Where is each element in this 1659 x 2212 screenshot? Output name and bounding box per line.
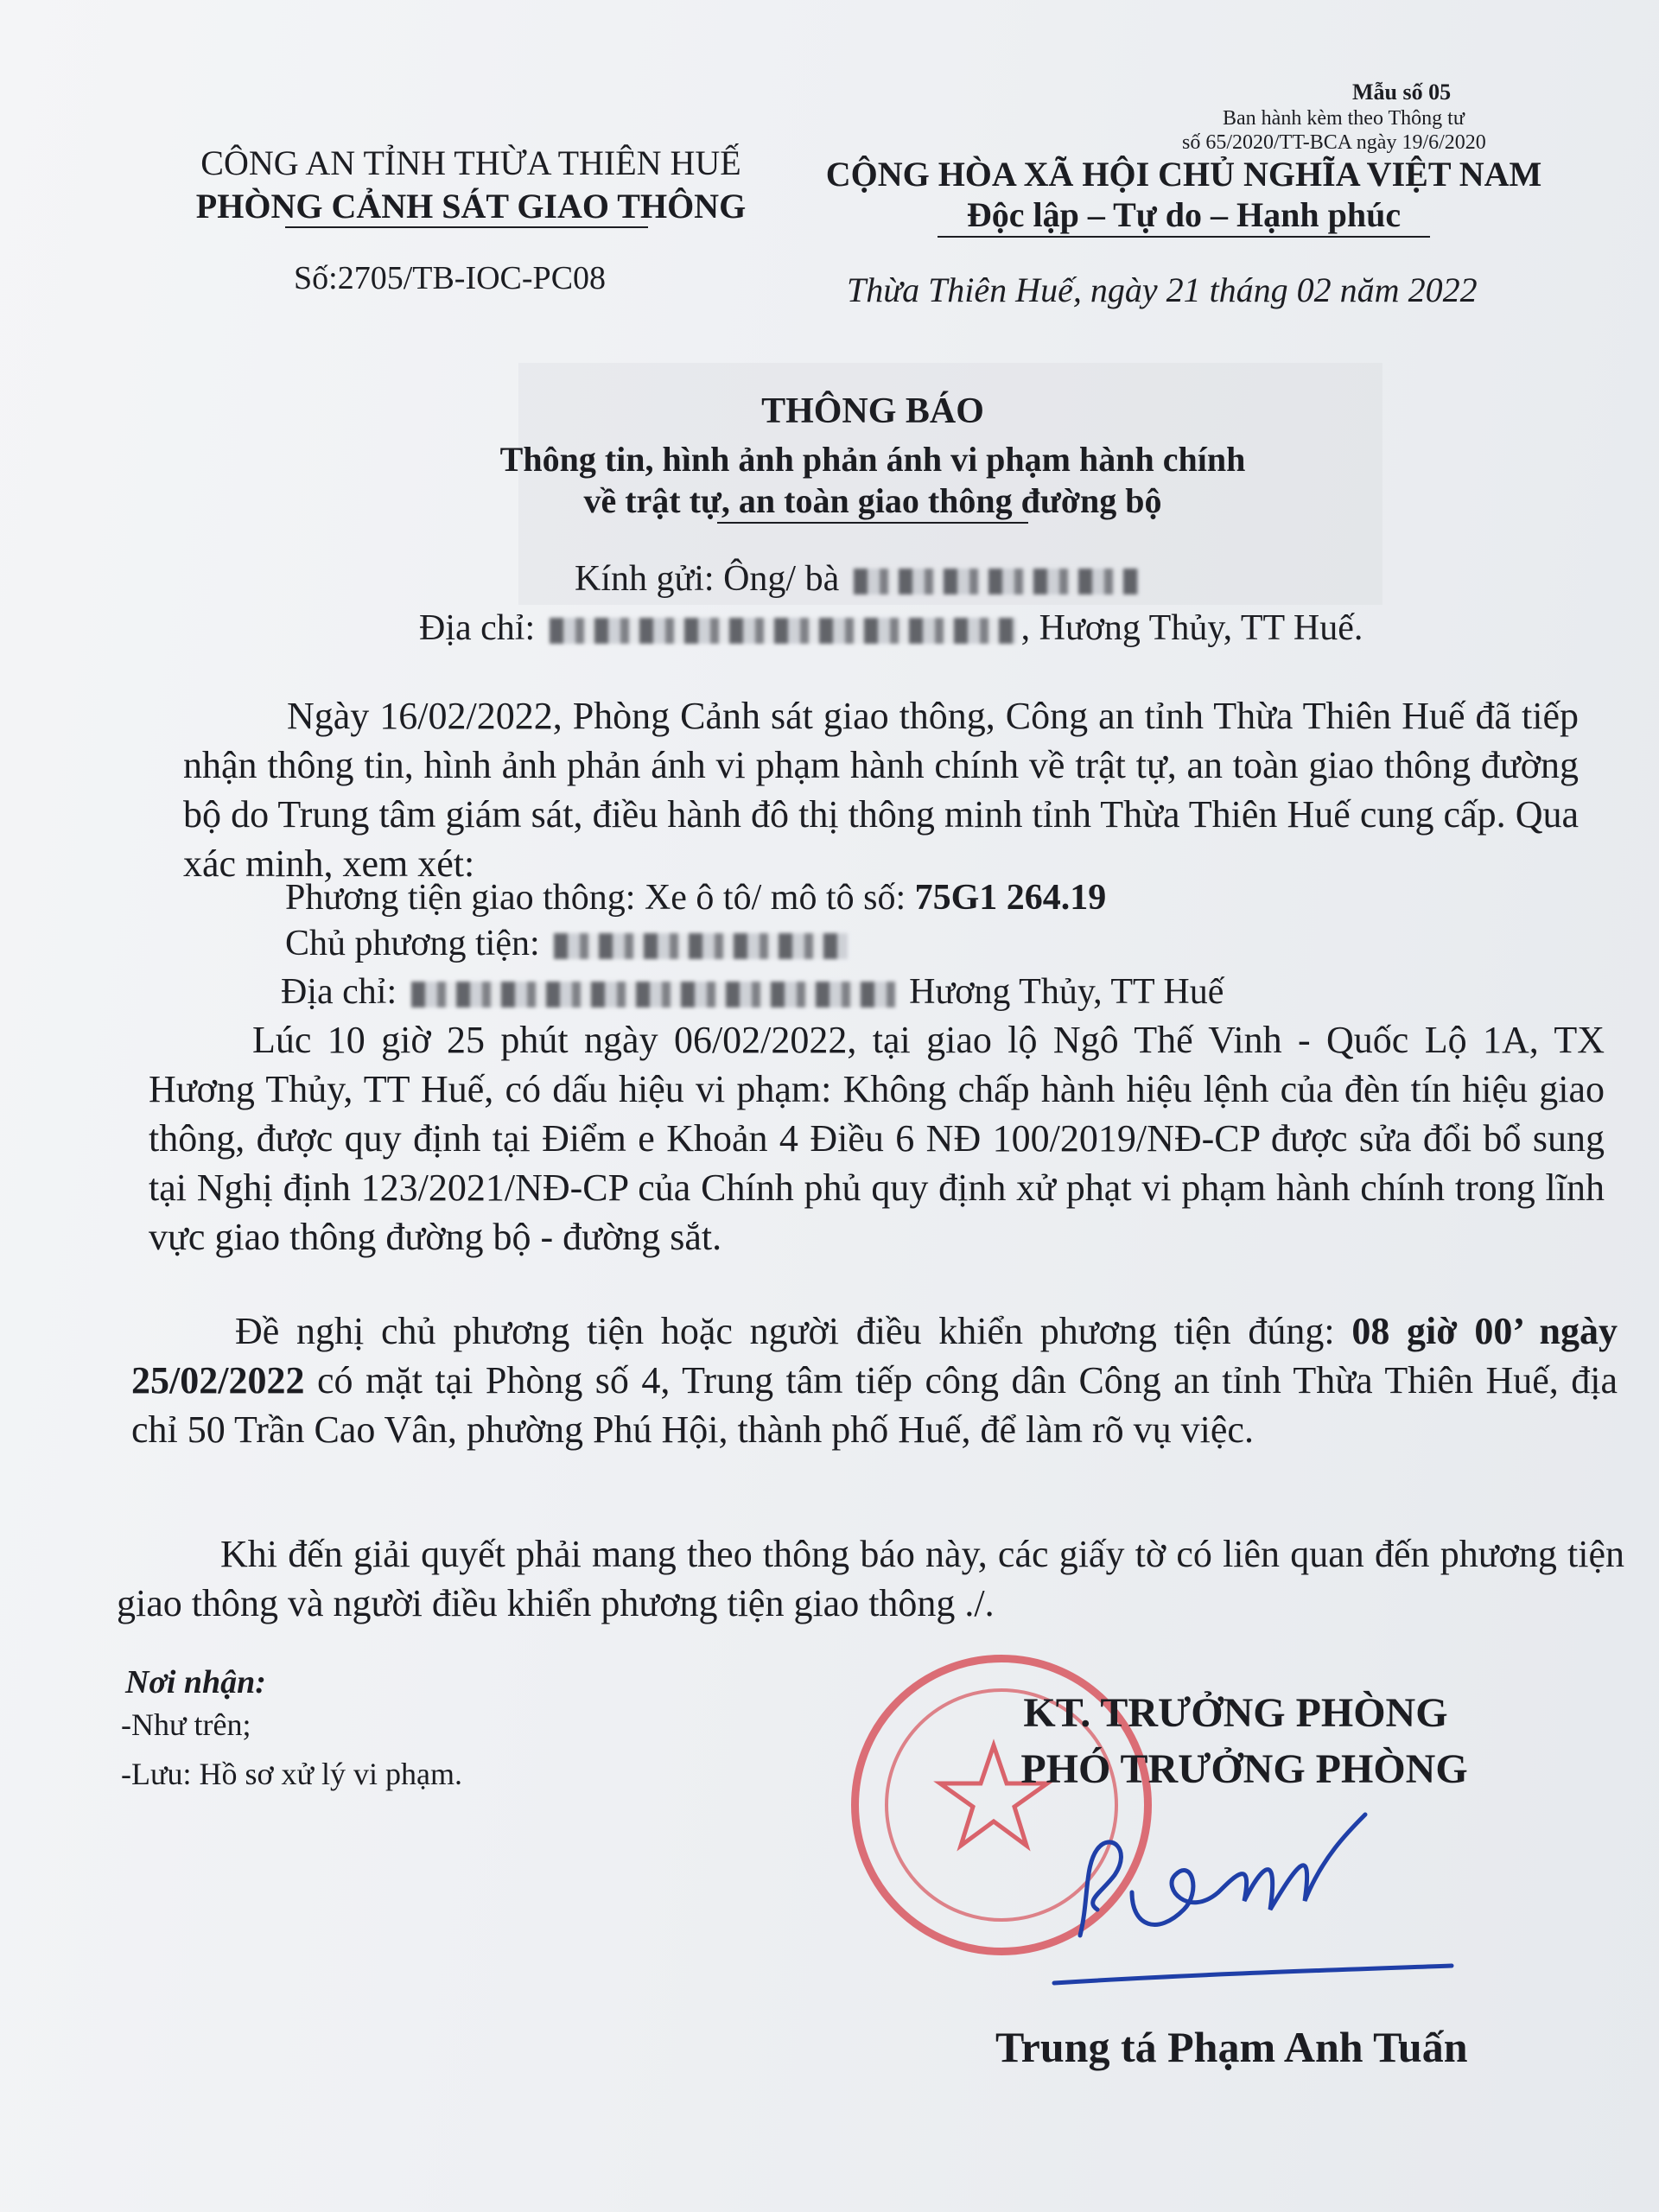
- redacted-owner-name: [554, 933, 848, 959]
- redacted-owner-address: [411, 982, 895, 1007]
- paragraph-documents: [117, 1529, 1624, 1628]
- redacted-recipient-address: [550, 618, 1016, 644]
- redacted-recipient-name: [854, 569, 1139, 594]
- recipient-address-suffix: , Hương Thủy, TT Huế.: [1020, 608, 1363, 648]
- signer-name: Trung tá Phạm Anh Tuấn: [995, 2023, 1468, 2071]
- signature-role-1: KT. TRƯỞNG PHÒNG: [1023, 1690, 1448, 1736]
- paragraph-receipt: [183, 691, 1579, 888]
- recipient-line: [575, 558, 1144, 600]
- owner-address-label: Địa chỉ:: [281, 972, 397, 1012]
- notice-subtitle-2: về trật tự, an toàn giao thông đường bộ: [583, 481, 1162, 520]
- nation-line1: CỘNG HÒA XÃ HỘI CHỦ NGHĨA VIỆT NAM: [825, 155, 1542, 194]
- paragraph-appointment: [131, 1306, 1618, 1454]
- vehicle-plate: 75G1 264.19: [914, 878, 1107, 918]
- notice-title: THÔNG BÁO: [761, 391, 984, 431]
- owner-label: Chủ phương tiện:: [285, 924, 540, 963]
- paragraph-appointment-text: [131, 1306, 1618, 1454]
- issuer-line1: CÔNG AN TỈNH THỪA THIÊN HUẾ: [200, 143, 741, 182]
- recipient-label: Kính gửi: Ông/ bà: [575, 559, 840, 599]
- owner-line: [285, 923, 853, 964]
- paragraph-documents-text: Khi đến giải quyết phải mang theo thông báo này, các giấy tờ có liên quan đến phương tiện giao thông và người điều khiển phương tiện giao thông ./.: [117, 1533, 1624, 1624]
- paragraph-violation: [149, 1015, 1605, 1262]
- handwritten-signature: [1002, 1797, 1538, 2022]
- paragraph-violation-text: Lúc 10 giờ 25 phút ngày 06/02/2022, tại giao lộ Ngô Thế Vinh - Quốc Lộ 1A, TX Hương Thủy, TT Huế, có dấu hiệu vi phạm: Không chấp hành hiệu lệnh của đèn tín hiệu giao thông, được quy định tại Điểm e Khoản 4 Điều 6 NĐ 100/2019/NĐ-CP được sửa đổi bổ sung tại Nghị định 123/2021/NĐ-CP của Chính phủ quy định xử phạt vi phạm hành chính trong lĩnh vực giao thông đường bộ - đường sắt.: [149, 1019, 1605, 1258]
- title-underline: [717, 522, 1028, 524]
- nation-underline: [938, 236, 1430, 238]
- vehicle-line: [285, 877, 1106, 918]
- issue-date: Thừa Thiên Huế, ngày 21 tháng 02 năm 2022: [847, 270, 1478, 309]
- form-number: Mẫu số 05: [1352, 79, 1452, 105]
- issuer-underline: [285, 226, 648, 228]
- appointment-time: 08 giờ 00’ ngày 25/02/2022: [131, 1310, 1618, 1402]
- paragraph-receipt-text: Ngày 16/02/2022, Phòng Cảnh sát giao thông, Công an tỉnh Thừa Thiên Huế đã tiếp nhận thông tin, hình ảnh phản ánh vi phạm hành chính về trật tự, an toàn giao thông đường bộ do Trung tâm giám sát, điều hành đô thị thông minh tỉnh Thừa Thiên Huế cung cấp. Qua xác minh, xem xét:: [183, 695, 1579, 885]
- show-through-text: [812, 233, 822, 277]
- document-number: Số:2705/TB-IOC-PC08: [294, 260, 607, 296]
- recipient-address-label: Địa chỉ:: [419, 608, 536, 648]
- vehicle-label: Phương tiện giao thông: Xe ô tô/ mô tô số:: [285, 878, 906, 918]
- form-issued-with: Ban hành kèm theo Thông tư: [1223, 107, 1465, 130]
- form-circular: số 65/2020/TT-BCA ngày 19/6/2020: [1182, 131, 1486, 154]
- appointment-place: có mặt tại Phòng số 4, Trung tâm tiếp công dân Công an tỉnh Thừa Thiên Huế, địa chỉ 50 Trần Cao Vân, phường Phú Hội, thành phố Huế, để làm rõ vụ việc.: [131, 1359, 1618, 1451]
- owner-address-line: [281, 971, 1224, 1013]
- nation-motto: Độc lập – Tự do – Hạnh phúc: [966, 195, 1402, 234]
- recipients-title: Nơi nhận:: [125, 1664, 266, 1700]
- recipient-address-line: [419, 607, 1363, 649]
- owner-address-suffix: Hương Thủy, TT Huế: [909, 972, 1224, 1012]
- recipients-line-2: -Lưu: Hồ sơ xử lý vi phạm.: [121, 1757, 463, 1791]
- signature-role-2: PHÓ TRƯỞNG PHÒNG: [1020, 1746, 1468, 1792]
- notice-subtitle-1: Thông tin, hình ảnh phản ánh vi phạm hành chính: [499, 440, 1246, 479]
- appointment-request: Đề nghị chủ phương tiện hoặc người điều khiển phương tiện đúng:: [235, 1310, 1335, 1352]
- recipients-line-1: -Như trên;: [121, 1707, 251, 1742]
- issuer-line2: PHÒNG CẢNH SÁT GIAO THÔNG: [195, 187, 747, 226]
